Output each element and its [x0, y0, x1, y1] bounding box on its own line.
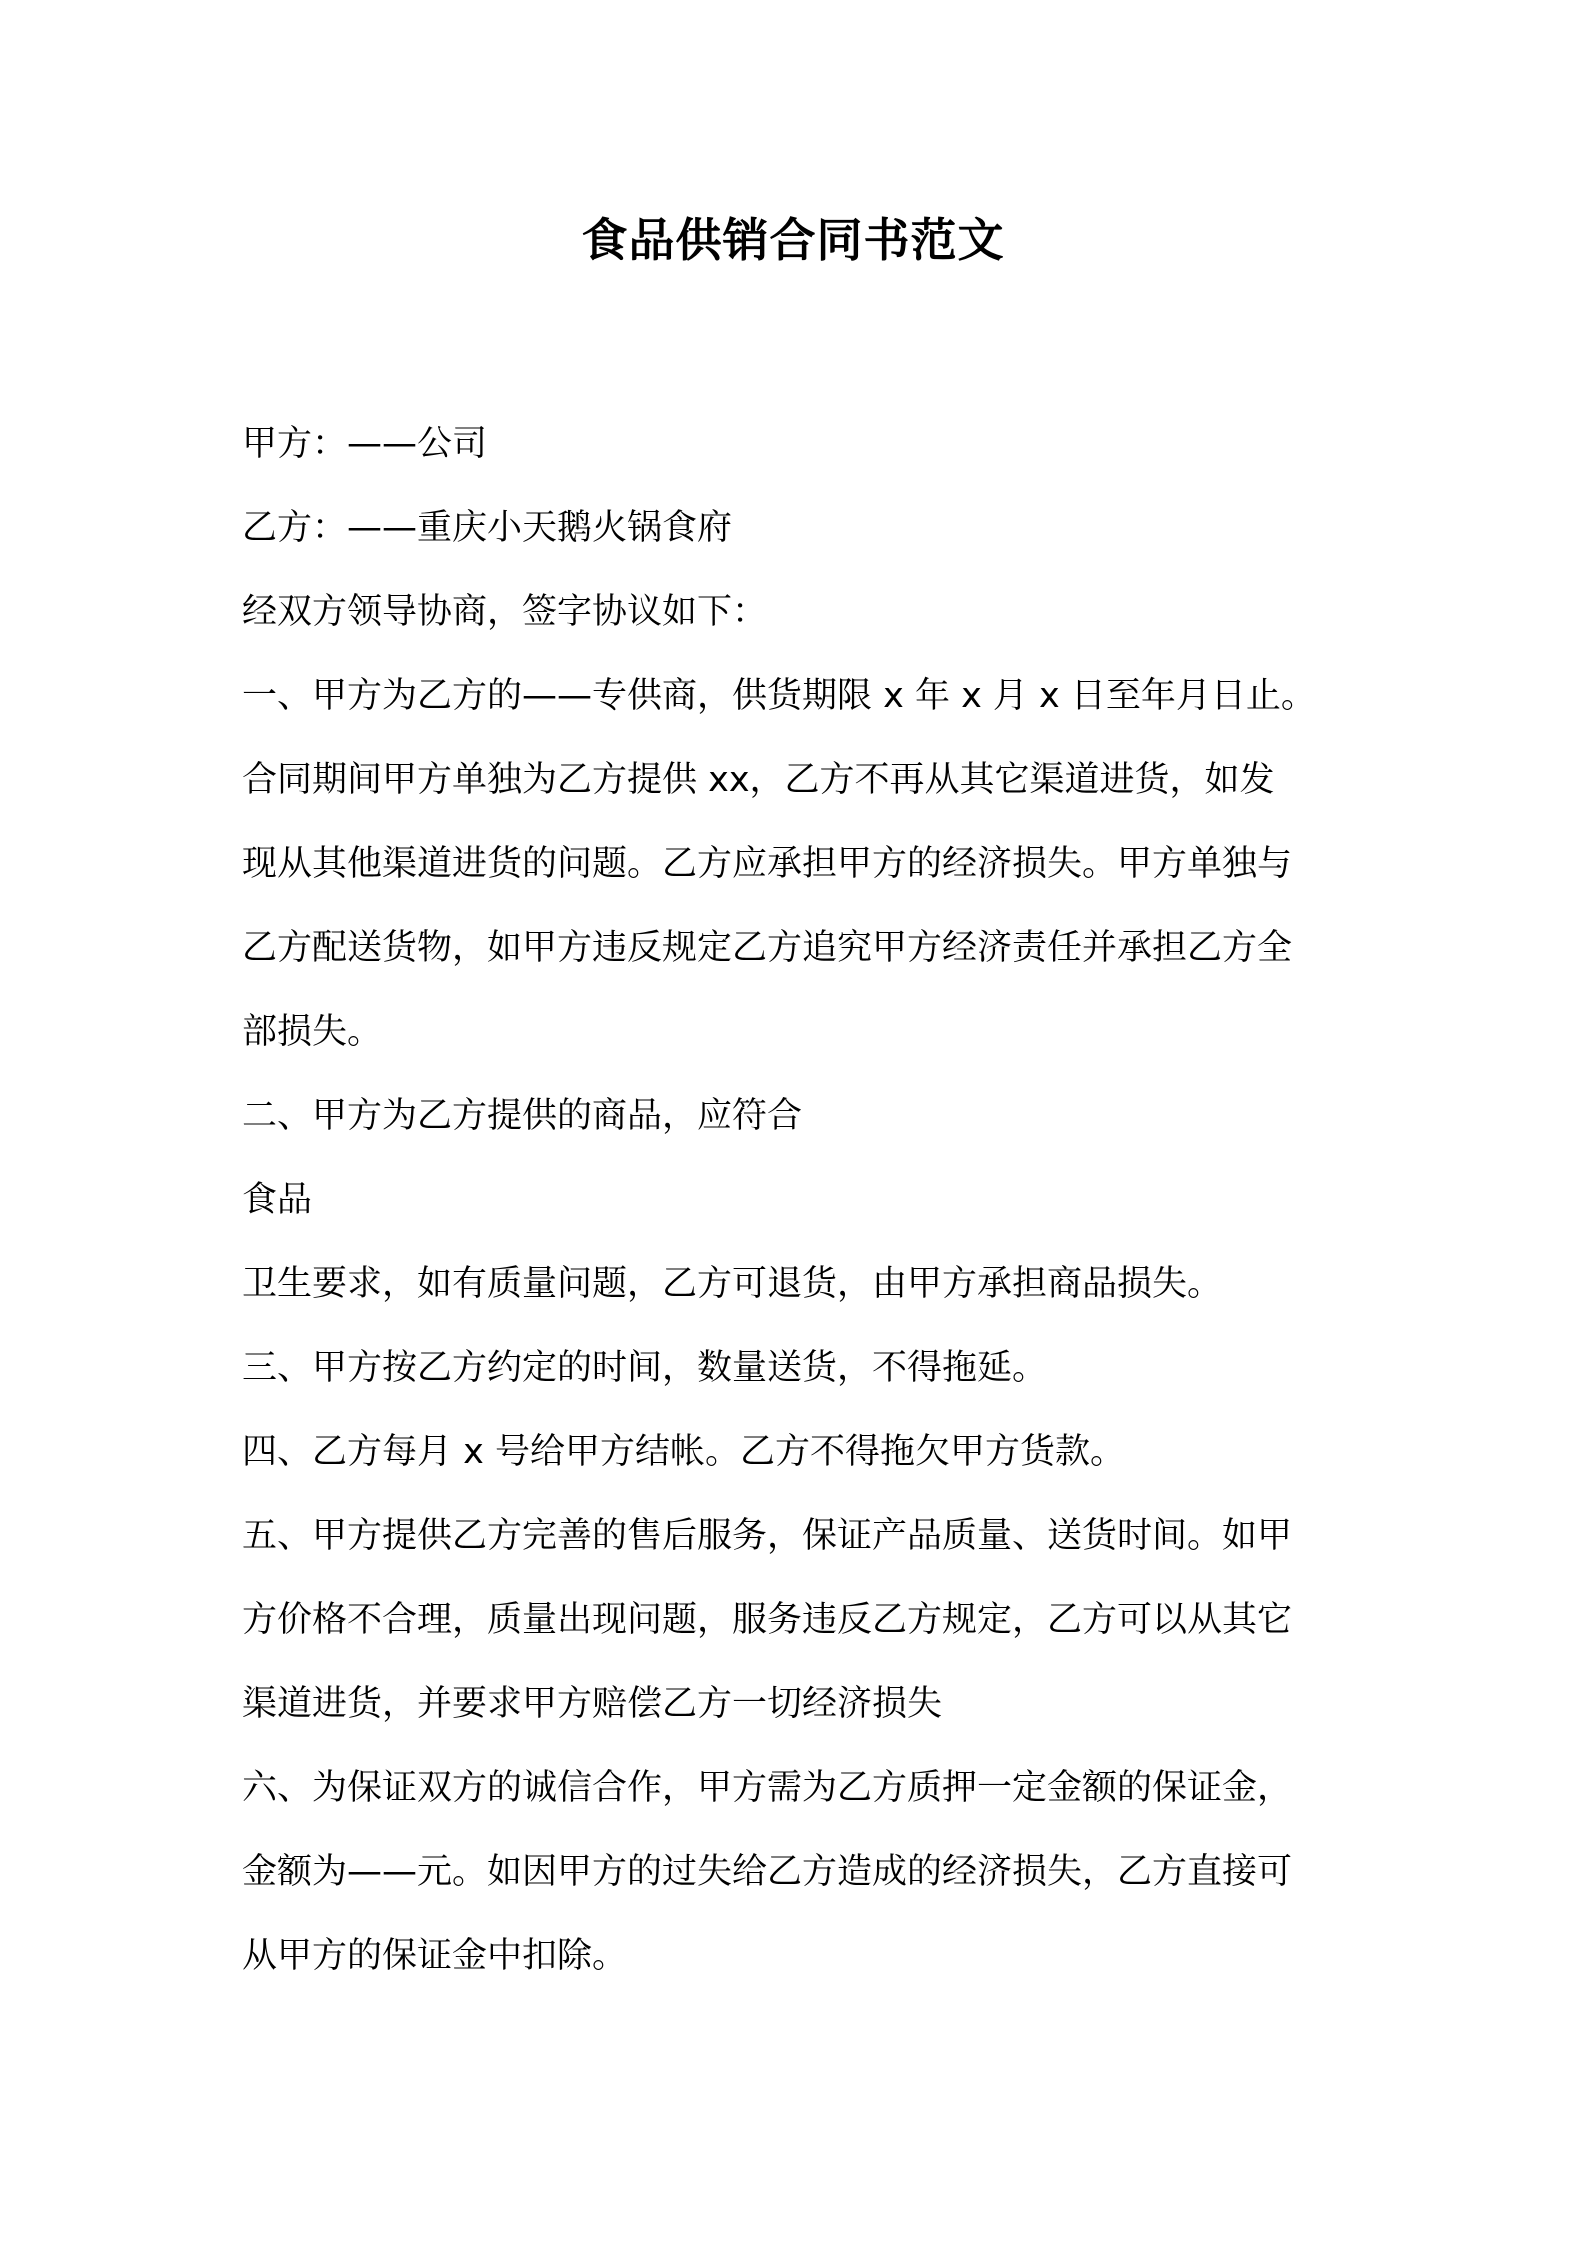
- clause-1-line-4: 乙方配送货物，如甲方违反规定乙方追究甲方经济责任并承担乙方全: [242, 928, 1293, 968]
- clause-6-line-1: 六、为保证双方的诚信合作，甲方需为乙方质押一定金额的保证金，: [242, 1768, 1293, 1808]
- clause-6-line-3: 从甲方的保证金中扣除。: [242, 1936, 628, 1976]
- clause-5-line-2: 方价格不合理，质量出现问题，服务违反乙方规定，乙方可以从其它: [242, 1600, 1293, 1640]
- clause-3-line: 三、甲方按乙方约定的时间，数量送货，不得拖延。: [242, 1348, 1048, 1388]
- clause-2-line-2: 食品: [242, 1180, 313, 1220]
- clause-4-line: 四、乙方每月 x 号给甲方结帐。乙方不得拖欠甲方货款。: [242, 1432, 1125, 1472]
- clause-1-line-1: 一、甲方为乙方的——专供商，供货期限 x 年 x 月 x 日至年月日止。: [242, 676, 1316, 716]
- clause-5-line-3: 渠道进货，并要求甲方赔偿乙方一切经济损失: [242, 1684, 943, 1724]
- clause-6-line-2: 金额为——元。如因甲方的过失给乙方造成的经济损失，乙方直接可: [242, 1852, 1293, 1892]
- clause-1-line-3: 现从其他渠道进货的问题。乙方应承担甲方的经济损失。甲方单独与: [242, 844, 1293, 884]
- document-body: [242, 402, 1352, 1998]
- clause-2-line-3: 卫生要求，如有质量问题，乙方可退货，由甲方承担商品损失。: [242, 1264, 1223, 1304]
- clause-2-line-1: 二、甲方为乙方提供的商品，应符合: [242, 1096, 803, 1136]
- clause-1-line-5: 部损失。: [242, 1012, 383, 1052]
- party-b-line: 乙方：——重庆小天鹅火锅食府: [242, 508, 733, 548]
- clause-5-line-1: 五、甲方提供乙方完善的售后服务，保证产品质量、送货时间。如甲: [242, 1516, 1293, 1556]
- party-a-line: 甲方：——公司: [242, 424, 488, 464]
- document-title: 食品供销合同书范文: [581, 213, 1005, 267]
- clause-1-line-2: 合同期间甲方单独为乙方提供 xx，乙方不再从其它渠道进货，如发: [242, 760, 1275, 800]
- agreement-intro-line: 经双方领导协商，签字协议如下：: [242, 592, 768, 632]
